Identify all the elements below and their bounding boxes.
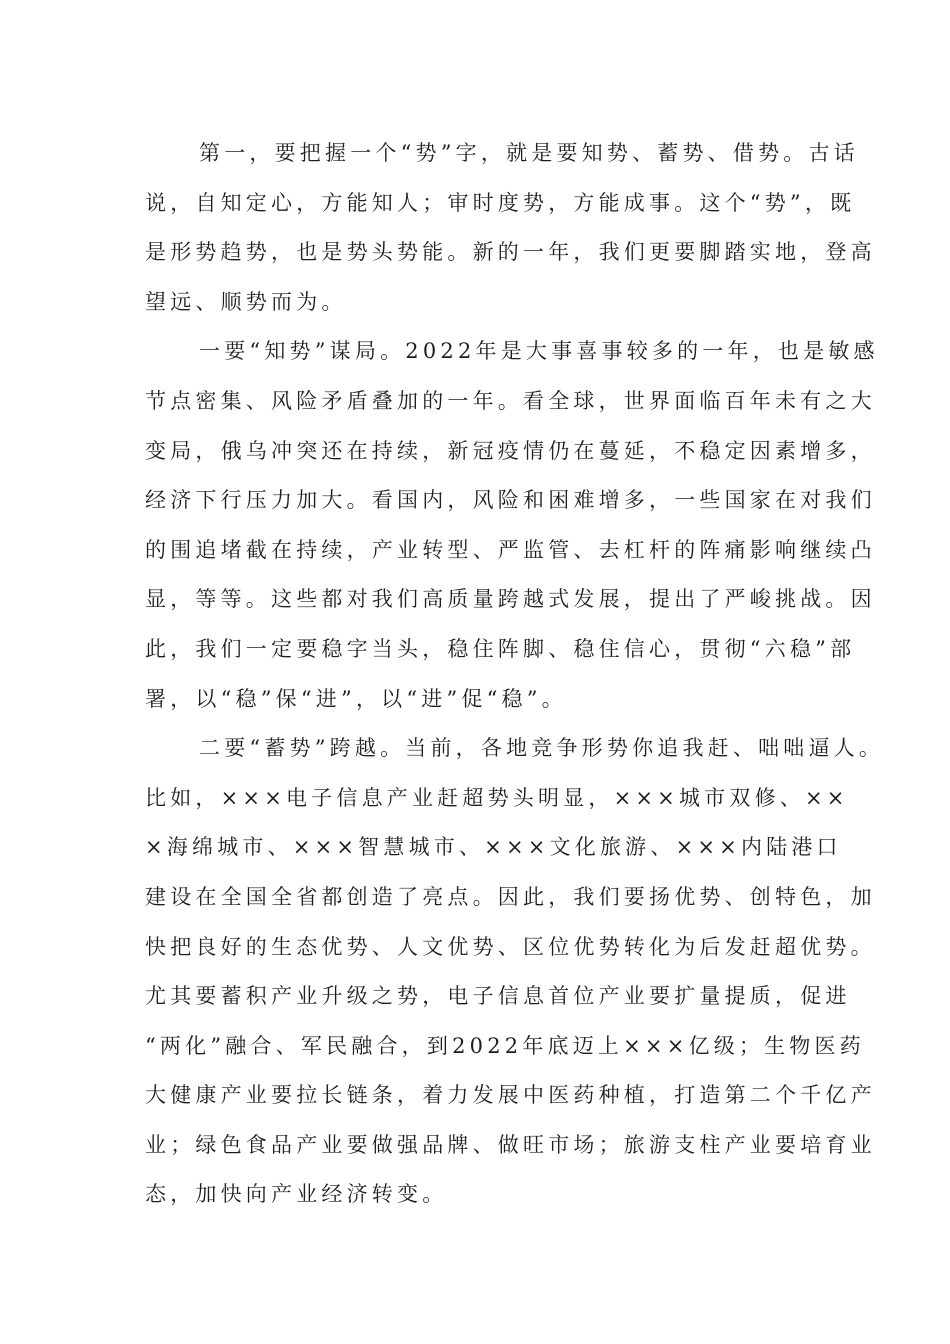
text-line: 比如，×××电子信息产业赶超势头明显，×××城市双修、×× xyxy=(145,785,849,810)
text-line: 望远、顺势而为。 xyxy=(145,289,347,314)
text-line: 显，等等。这些都对我们高质量跨越式发展，提出了严峻挑战。因 xyxy=(145,587,876,612)
text-line: 一要“知势”谋局。2022年是大事喜事较多的一年，也是敏感 xyxy=(199,339,879,364)
text-line: 建设在全国全省都创造了亮点。因此，我们要扬优势、创特色，加 xyxy=(145,884,876,909)
text-line: ×海绵城市、×××智慧城市、×××文化旅游、×××内陆港口 xyxy=(145,835,842,860)
paragraph-2 xyxy=(145,331,879,728)
document-page xyxy=(145,133,885,1224)
text-line: 二要“蓄势”跨越。当前，各地竞争形势你追我赶、咄咄逼人。 xyxy=(199,736,885,761)
text-line: 态，加快向产业经济转变。 xyxy=(145,1182,448,1207)
text-line: 快把良好的生态优势、人文优势、区位优势转化为后发赶超优势。 xyxy=(145,934,876,959)
text-line: 此，我们一定要稳字当头，稳住阵脚、稳住信心，贯彻“六稳”部 xyxy=(145,636,856,661)
paragraph-1 xyxy=(145,133,876,331)
text-line: 业；绿色食品产业要做强品牌、做旺市场；旅游支柱产业要培育业 xyxy=(145,1132,876,1157)
text-line: 变局，俄乌冲突还在持续，新冠疫情仍在蔓延，不稳定因素增多， xyxy=(145,438,876,463)
text-line: 尤其要蓄积产业升级之势，电子信息首位产业要扩量提质，促进 xyxy=(145,984,851,1009)
text-line: 是形势趋势，也是势头势能。新的一年，我们更要脚踏实地，登高 xyxy=(145,240,876,265)
text-line: “两化”融合、军民融合，到2022年底迈上×××亿级；生物医药 xyxy=(145,1033,865,1058)
text-line: 第一，要把握一个“势”字，就是要知势、蓄势、借势。古话 xyxy=(199,141,859,165)
paragraph-3 xyxy=(145,728,885,1224)
text-line: 节点密集、风险矛盾叠加的一年。看全球，世界面临百年未有之大 xyxy=(145,388,876,413)
text-line: 说，自知定心，方能知人；审时度势，方能成事。这个“势”，既 xyxy=(145,190,856,215)
text-line: 署，以“稳”保“进”，以“进”促“稳”。 xyxy=(145,686,567,711)
text-line: 的围追堵截在持续，产业转型、严监管、去杠杆的阵痛影响继续凸 xyxy=(145,537,876,562)
text-line: 经济下行压力加大。看国内，风险和困难增多，一些国家在对我们 xyxy=(145,488,876,513)
text-line: 大健康产业要拉长链条，着力发展中医药种植，打造第二个千亿产 xyxy=(145,1083,876,1108)
